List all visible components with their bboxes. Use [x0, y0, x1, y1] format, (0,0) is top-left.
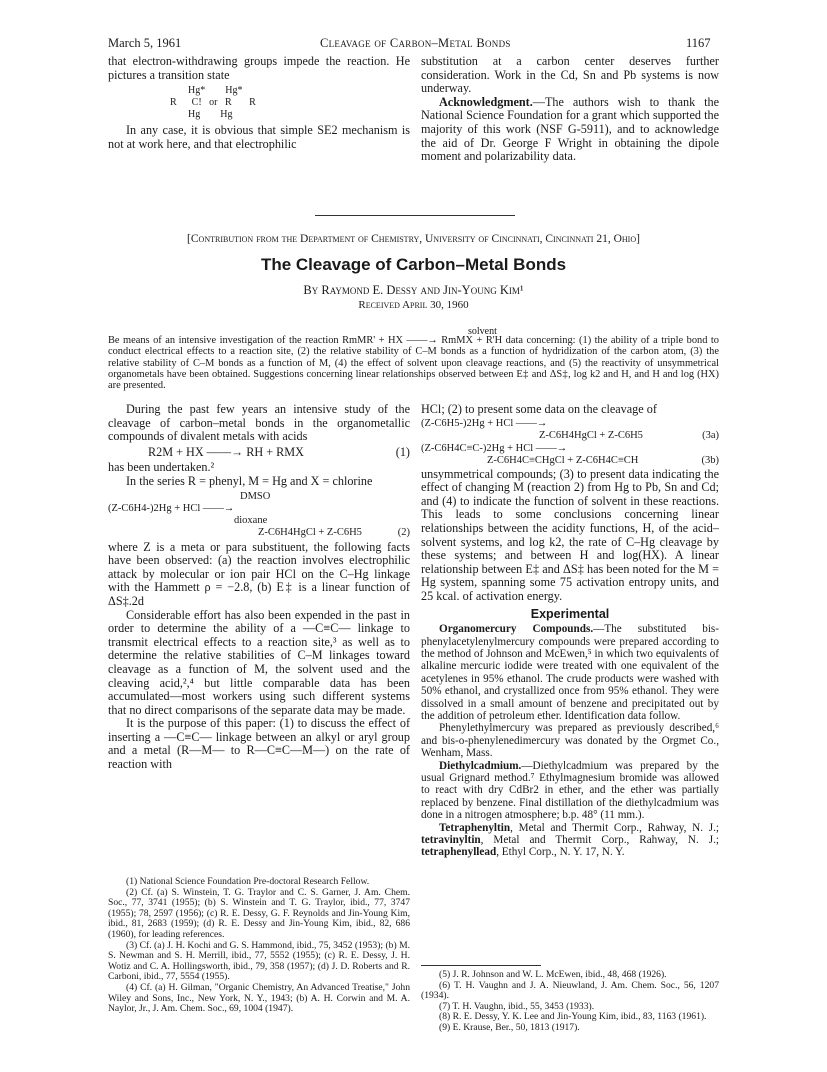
transition-state-diagram — [170, 85, 410, 121]
tetraphenyllead-heading: tetraphenyllead — [421, 846, 497, 859]
article-title: The Cleavage of Carbon–Metal Bonds — [260, 255, 567, 274]
ts-top: Hg* Hg* — [188, 85, 243, 97]
equation-2-products: Z-C6H4HgCl + Z-C6H5 — [258, 526, 362, 538]
equation-1-number: (1) — [395, 444, 410, 459]
intro-paragraph: During the past few years an intensive study of the cleavage of carbon–metal bonds in the organometallic compounds of divalent metals with acids — [108, 402, 410, 444]
footnote-9: (9) E. Krause, Ber., 50, 1813 (1917). — [439, 1021, 580, 1033]
tetraphenyllead-text: , Ethyl Corp., N. Y. 17, N. Y. — [496, 846, 625, 859]
intro-paragraph-end: has been undertaken.² — [108, 460, 215, 475]
received-date: Received April 30, 1960 — [358, 299, 469, 311]
section-divider — [315, 215, 515, 216]
purpose-paragraph: It is the purpose of this paper: (1) to discuss the effect of inserting a —C≡C— linkage between an alkyl or aryl group and a metal (R—M— to R—C≡C—M—) on the rate of reaction with — [108, 716, 410, 772]
ts-bot: Hg Hg — [188, 109, 233, 121]
equation-2 — [108, 491, 410, 539]
organomercury-text: —The substituted bis-phenylacetylenylmercury compounds were prepared according to the method of Johnson and McEwen,⁵ in which two equivalents of alkaline mercuric iodide were treated with one equivalent of the acetylenes in 95% ethanol. The crude products were washed with 50% ethanol, and crystallized once from 95% ethanol. They were dissolved in a small amount of benzene and precipitated out by the addition of petroleum ether. Identification data follow. — [421, 623, 720, 722]
footnote-divider — [421, 965, 541, 966]
equation-3b — [421, 443, 719, 467]
aims-paragraph-start: HCl; (2) to present some data on the cleavage of — [421, 402, 657, 416]
experimental-section — [421, 623, 719, 859]
ts-mid: R C! or R R — [170, 97, 256, 109]
tetraphenyltin-text: , Metal and Thermit Corp., Rahway, N. J.; — [510, 821, 719, 834]
left-body-column — [108, 403, 410, 772]
equation-3a-products: Z-C6H4HgCl + Z-C6H5 — [539, 429, 643, 441]
acknowledgment-text: —The authors wish to thank the National Science Foundation for a grant which supported the majority of this work (NSF G-5911), and to acknowledge the aid of Dr. George F Wright in obtaining the dipole moment and polarizability data. — [421, 94, 719, 164]
authors: By Raymond E. Dessy and Jin-Young Kim¹ — [303, 283, 524, 297]
prev-right-column — [421, 55, 719, 164]
aims-paragraph: unsymmetrical compounds; (3) to present data indicating the effect of changing M (reaction 2) from Hg to Pb, Sn and Cd; and (4) to indicate the function of solvent in these reactions. This leads to some conclusions concerning linear relationships between the acidity functions, H, of the acid–solvent systems, and log k2, the rate of C–Hg cleavage by these systems; and between H and log(HX). A linear relationship between E‡ and ΔS‡ has been noted for the M = Hg system, spanning some 75 activation entropy units, and 25 kcal. of activation energy. — [421, 466, 719, 603]
header-date: March 5, 1961 — [108, 36, 182, 50]
abstract-solvent-label: solvent — [468, 326, 497, 337]
running-title: Cleavage of Carbon–Metal Bonds — [320, 36, 511, 50]
equation-3b-products: Z-C6H4C≡CHgCl + Z-C6H4C≡CH — [487, 454, 639, 466]
experimental-heading: Experimental — [530, 606, 610, 621]
right-footnotes — [421, 970, 719, 1034]
equation-1 — [108, 446, 410, 460]
phenylethylmercury-text: Phenylethylmercury was prepared as previously described,⁶ and bis-o-phenylenedimercury was donated by the Orgmet Co., Wenham, Mass. — [421, 722, 719, 760]
footnote-8: (8) R. E. Dessy, Y. K. Lee and Jin-Young Kim, ibid., 83, 1163 (1961). — [439, 1011, 707, 1023]
diethylcadmium-text: —Diethylcadmium was prepared by the usual Grignard method.⁷ Ethylmagnesium bromide was allowed to react with dry CdBr2 in ether, and the ether was partially replaced by benzene. Final distillation of the diethylcadmium was done in a nitrogen atmosphere; b.p. 48° (11 mm.). — [421, 759, 719, 822]
effort-paragraph: Considerable effort has also been expended in the past in order to determine the ability of a —C≡C— linkage to transmit electrical effects to a reaction site,³ as well as to determine the relative stabilities of C–M linkages toward cleavage as a function of M, the solvent used and the cleaving acid,²,⁴ but little comparable data has been accumulated—most workers using such different systems that no direct comparisons of the separate data may be made. — [108, 607, 410, 717]
equation-1-body: R2M + HX ——→ RH + RMX — [148, 444, 304, 459]
left-footnotes — [108, 877, 410, 1015]
footnote-6: (6) T. H. Vaughn and J. A. Nieuwland, J. Am. Chem. Soc., 56, 1207 (1934). — [421, 979, 719, 1002]
series-paragraph: In the series R = phenyl, M = Hg and X = chlorine — [126, 473, 373, 488]
contribution-line: [Contribution from the Department of Chemistry, University of Cincinnati, Cincinnati 21, Ohio] — [187, 233, 640, 245]
footnote-3: (3) Cf. (a) J. H. Kochi and G. S. Hammond, ibid., 75, 3452 (1953); (b) M. S. Newman and S. H. Merrill, ibid., 77, 5552 (1955); (c) R. E. Dessy, J. H. Wotiz and C. A. Hollingsworth, ibid., 79, 358 (1957); (d) J. D. Roberts and R. Carboni, ibid., 77, 5554 (1955). — [108, 939, 410, 983]
equation-3a-reactants: (Z-C6H5-)2Hg + HCl ——→ — [421, 417, 548, 429]
right-body-column — [421, 403, 719, 859]
equation-3a-number: (3a) — [702, 429, 719, 441]
acknowledgment-heading: Acknowledgment. — [439, 94, 533, 109]
footnote-2: (2) Cf. (a) S. Winstein, T. G. Traylor and C. S. Garner, J. Am. Chem. Soc., 77, 3741 (1955); (b) S. Winstein and T. G. Traylor, ibid., 77, 3747 (1955); 78, 2597 (1956); (c) R. E. Dessy, G. F. Reynolds and Jin-Young Kim, ibid., 81, 2683 (1959); (d) R. E. Dessy and Jin-Young Kim, ibid., 82, 686 (1960), for leading references. — [108, 886, 410, 940]
tetravinyltin-text: , Metal and Thermit Corp., Rahway, N. J.; — [480, 834, 719, 847]
equation-2-reactants: (Z-C6H4-)2Hg + HCl ——→ — [108, 502, 235, 514]
footnote-5: (5) J. R. Johnson and W. L. McEwen, ibid., 48, 468 (1926). — [439, 969, 667, 980]
prev-left-column — [108, 55, 410, 151]
prev-left-intro: that electron-withdrawing groups impede the reaction. He pictures a transition state — [108, 54, 410, 82]
equation-3b-number: (3b) — [701, 454, 719, 466]
equation-3a — [421, 418, 719, 442]
footnote-7: (7) T. H. Vaughn, ibid., 55, 3453 (1933). — [439, 1000, 595, 1012]
diethylcadmium-heading: Diethylcadmium. — [439, 759, 522, 772]
organomercury-heading: Organomercury Compounds. — [439, 623, 594, 636]
prev-left-after: In any case, it is obvious that simple SE2 mechanism is not at work here, and that electrophilic — [108, 123, 410, 151]
prev-right-text: substitution at a carbon center deserves further consideration. Work in the Cd, Sn and Pb systems is now underway. — [421, 54, 719, 96]
footnote-4: (4) Cf. (a) H. Gilman, "Organic Chemistry, An Advanced Treatise," John Wiley and Sons, Inc., New York, N. Y., 1943; (b) A. H. Corwin and M. A. Naylor, Jr., J. Am. Chem. Soc., 69, 1004 (1947). — [108, 981, 410, 1015]
tetravinyltin-heading: tetravinyltin — [421, 834, 481, 847]
abstract: Be means of an intensive investigation of the reaction RmMR' + HX ——→ RmMX + R'H data concerning: (1) the ability of a triple bond to conduct electrical effects to a reaction site, (2) the relative stability of C–M bonds as a function of hydridization of the carbon atom, (3) the relative stability of C–M bonds as a function of M, (4) the effect of solvent upon cleavage reactions, and (5) the reactivity of unsymmetrical organometals have been obtained. Suggestions concerning linear relationships observed between E‡ and ΔS‡, log k2 and H, and H and log (HX) are presented. — [108, 335, 719, 392]
facts-paragraph: where Z is a meta or para substituent, the following facts have been observed: (a) the reaction involves electrophilic attack by molecular or ion pair HCl on the C–Hg linkage with the Hammett ρ = −2.8, (b) E‡ is a linear function of ΔS‡.2d — [108, 539, 410, 608]
page-number: 1167 — [686, 36, 711, 50]
equation-2-number: (2) — [397, 526, 410, 538]
equation-2-solvent-top: DMSO — [240, 490, 271, 502]
tetraphenyltin-heading: Tetraphenyltin — [439, 821, 511, 834]
equation-2-solvent-bottom: dioxane — [234, 514, 268, 526]
equation-3b-reactants: (Z-C6H4C≡C-)2Hg + HCl ——→ — [421, 442, 568, 454]
footnote-1: (1) National Science Foundation Pre-doctoral Research Fellow. — [126, 876, 370, 887]
